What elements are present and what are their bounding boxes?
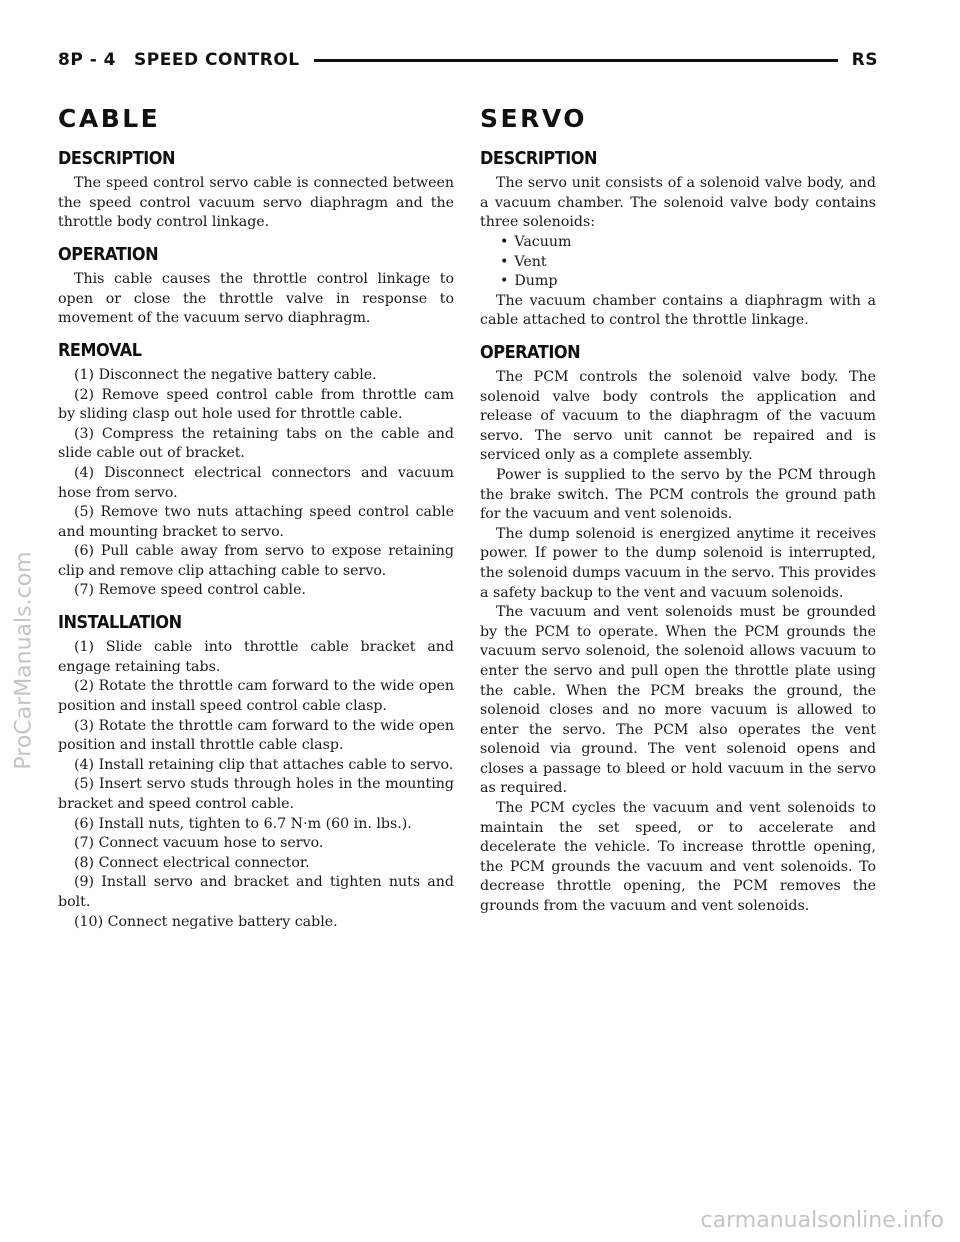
cable-description-section — [58, 149, 454, 233]
header-rule — [314, 59, 838, 62]
installation-step: (3) Rotate the throttle cam forward to the wide open position and install throttle cable clasp. — [58, 717, 454, 754]
left-column — [58, 106, 454, 944]
installation-step: (7) Connect vacuum hose to servo. — [74, 835, 324, 852]
installation-step: (2) Rotate the throttle cam forward to the wide open position and install speed control cable clasp. — [58, 678, 454, 714]
cable-title: CABLE — [58, 104, 161, 133]
list-item: • Dump — [500, 272, 876, 292]
paragraph: The speed control servo cable is connected between the speed control vacuum servo diaphragm and the throttle body control linkage. — [58, 175, 454, 231]
cable-description-heading: DESCRIPTION — [58, 149, 176, 169]
cable-removal-section — [58, 341, 454, 601]
installation-step: (4) Install retaining clip that attaches cable to servo. — [74, 756, 454, 773]
installation-step: (1) Slide cable into throttle cable bracket and engage retaining tabs. — [58, 639, 454, 675]
model-code: RS — [851, 50, 878, 70]
paragraph: This cable causes the throttle control linkage to open or close the throttle valve in response to movement of the vacuum servo diaphragm. — [58, 271, 454, 327]
side-watermark — [6, 370, 42, 950]
page-header — [58, 46, 878, 74]
paragraph: The vacuum chamber contains a diaphragm with a cable attached to control the throttle linkage. — [480, 292, 876, 329]
paragraph: The vacuum and vent solenoids must be grounded by the PCM to operate. When the PCM grounds the vacuum servo solenoid, the solenoid allows vacuum to enter the servo and pull open the throttle plate using the cable. When the PCM breaks the ground, the solenoid closes and no more vacuum is allowed to enter the servo. The PCM also operates the vent solenoid via ground. The vent solenoid opens and closes a passage to bleed or hold vacuum in the servo as required. — [480, 604, 876, 797]
servo-operation-section — [480, 343, 876, 917]
paragraph: The PCM cycles the vacuum and vent solenoids to maintain the set speed, or to accelerate and decelerate the vehicle. To increase throttle opening, the PCM grounds the vacuum and vent solenoids. To decrease throttle opening, the PCM removes the grounds from the vacuum and vent solenoids. — [480, 800, 876, 915]
cable-operation-section — [58, 245, 454, 329]
list-item: • Vent — [500, 253, 876, 273]
cable-operation-heading: OPERATION — [58, 244, 159, 265]
right-column — [480, 106, 876, 929]
side-watermark-text: ProCarManuals.com — [11, 550, 37, 770]
removal-step: (5) Remove two nuts attaching speed control cable and mounting bracket to servo. — [58, 504, 454, 540]
removal-step: (7) Remove speed control cable. — [74, 582, 306, 599]
installation-step: (8) Connect electrical connector. — [74, 854, 310, 871]
paragraph: The servo unit consists of a solenoid valve body, and a vacuum chamber. The solenoid valve body contains three solenoids: — [480, 175, 876, 231]
cable-installation-heading: INSTALLATION — [58, 613, 182, 634]
servo-description-section — [480, 149, 876, 331]
paragraph: The dump solenoid is energized anytime it receives power. If power to the dump solenoid is interrupted, the solenoid dumps vacuum in the servo. This provides a safety backup to the vent and vacuum solenoids. — [480, 525, 876, 601]
section-title: SPEED CONTROL — [134, 50, 300, 70]
removal-step: (4) Disconnect electrical connectors and vacuum hose from servo. — [58, 464, 454, 501]
servo-description-heading: DESCRIPTION — [480, 149, 598, 169]
cable-installation-section — [58, 613, 454, 932]
installation-step: (10) Connect negative battery cable. — [74, 913, 338, 930]
servo-title: SERVO — [480, 104, 587, 133]
solenoid-list — [500, 233, 876, 292]
servo-operation-heading: OPERATION — [480, 342, 581, 363]
cable-removal-heading: REMOVAL — [58, 340, 142, 361]
removal-step: (1) Disconnect the negative battery cable. — [74, 366, 377, 383]
paragraph: The PCM controls the solenoid valve body. The solenoid valve body controls the application and release of vacuum to the diaphragm of the vacuum servo. The servo unit cannot be repaired and is serviced only as a complete assembly. — [480, 369, 876, 464]
installation-step: (6) Install nuts, tighten to 6.7 N·m (60 in. lbs.). — [74, 815, 412, 832]
paragraph: Power is supplied to the servo by the PCM through the brake switch. The PCM controls the ground path for the vacuum and vent solenoids. — [480, 466, 876, 523]
installation-step: (5) Insert servo studs through holes in the mounting bracket and speed control cable. — [58, 776, 454, 812]
list-item: • Vacuum — [500, 233, 876, 253]
bottom-watermark: carmanualsonline.info — [700, 1208, 944, 1233]
installation-step: (9) Install servo and bracket and tighten nuts and bolt. — [58, 874, 454, 910]
page-number: 8P - 4 — [58, 50, 117, 70]
removal-step: (6) Pull cable away from servo to expose retaining clip and remove clip attaching cable to servo. — [58, 543, 454, 579]
removal-step: (3) Compress the retaining tabs on the cable and slide cable out of bracket. — [58, 425, 454, 462]
removal-step: (2) Remove speed control cable from throttle cam by sliding clasp out hole used for throttle cable. — [58, 386, 454, 423]
